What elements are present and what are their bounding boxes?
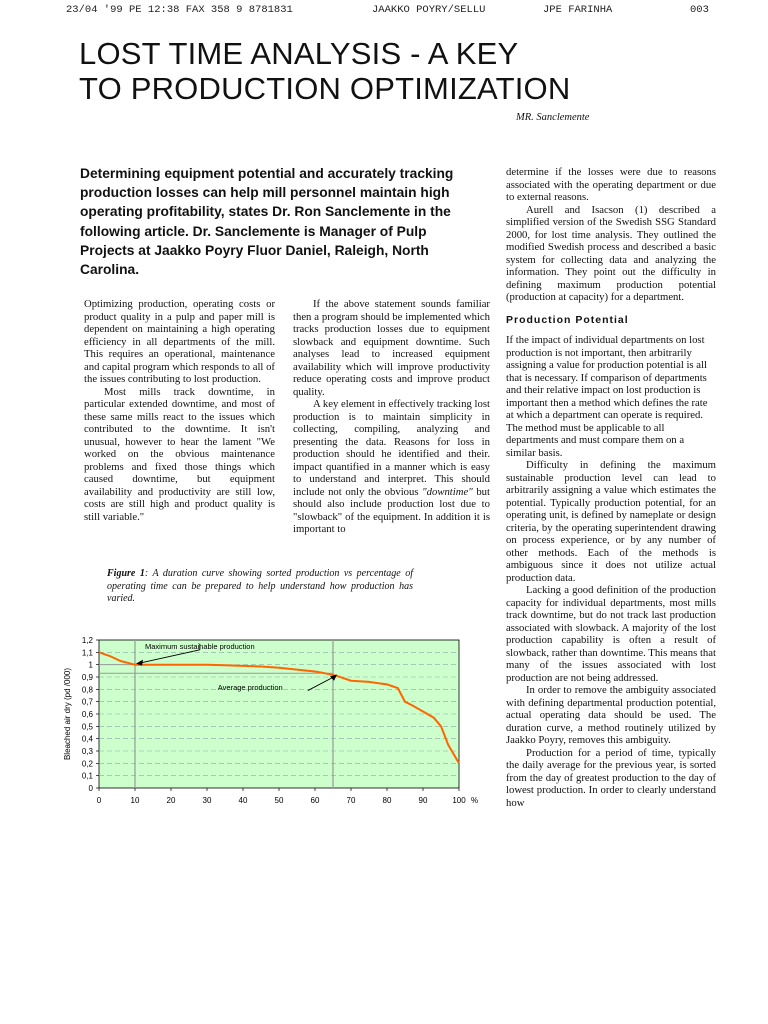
col3-paragraph-6: In order to remove the ambiguity associated with defining departmental production potential, actual operating data should be used. The duration curve, a method routinely utilized by Jaakko Poyry, removes this ambiguity. xyxy=(506,684,716,746)
figure-label: Figure 1 xyxy=(107,568,145,579)
x-tick-label: 20 xyxy=(166,796,176,805)
y-tick-label: 0,9 xyxy=(81,673,93,682)
col2-paragraph-2-text-a: A key element in effectively tracking lost production is to maintain simplicity in collecting, compiling, analyzing and presenting the data. Reasons for loss in production should he identified and their. impact quantified in a manner which is easy to understand and interpret. This should include not only the obvious xyxy=(293,398,490,498)
col3-paragraph-1: determine if the losses were due to reasons associated with the operating department or due to external reasons. xyxy=(506,166,716,203)
y-tick-label: 0 xyxy=(88,784,93,793)
x-tick-label: 60 xyxy=(310,796,320,805)
x-tick-label: 80 xyxy=(382,796,392,805)
y-tick-label: 1 xyxy=(88,660,93,670)
x-tick-label: 30 xyxy=(202,796,212,805)
lead-paragraph: Determining equipment potential and accurately tracking production losses can help mill personnel maintain high operating profitability, states Dr. Ron Sanclemente in the following article. Dr. Sanclemente is Manager of Pulp Projects at Jaakko Poyry Fluor Daniel, Raleigh, North Carolina. xyxy=(80,166,454,278)
fax-page-number: 003 xyxy=(690,4,709,16)
downtime-emphasis: "downtime" xyxy=(422,485,473,498)
col2-paragraph-1: If the above statement sounds familiar then a program should be implemented which tracks production losses due to equipment slowback and equipment downtime. Such analyses lead to increased equipment availability which will improve productivity reduce operating costs and improve product quality. xyxy=(293,298,490,398)
y-axis-label: Bleached air dry (pd /000) xyxy=(63,667,72,761)
duration-curve-chart xyxy=(56,634,486,814)
author-byline: MR. Sanclemente xyxy=(516,112,590,123)
section-heading-production-potential: Production Potential xyxy=(506,313,629,326)
title-line-2: TO PRODUCTION OPTIMIZATION xyxy=(79,71,571,106)
y-tick-label: 0,6 xyxy=(81,710,93,719)
col3-paragraph-5: Lacking a good definition of the production capacity for individual departments, most mills track downtime, but do not track last production associated with slowback. A majority of the lost production capability is often a result of slowback, rather than downtime. This means that many of the issues associated with lost production are not being addressed. xyxy=(506,584,716,684)
title-line-1: LOST TIME ANALYSIS - A KEY xyxy=(79,36,519,71)
body-column-1 xyxy=(84,298,275,523)
x-tick-label: 40 xyxy=(238,796,248,805)
col3-paragraph-7: Production for a period of time, typically the daily average for the previous year, is sorted from the day of greatest production to the day of lowest production. In order to clearly understand how xyxy=(506,746,716,809)
x-tick-label: 0 xyxy=(96,796,102,805)
y-tick-label: 1,1 xyxy=(81,648,93,658)
col2-paragraph-2-text-b: but should also include production lost due to "slowback" of the equipment. In addition it is important to xyxy=(293,485,490,535)
y-tick-label: 0,3 xyxy=(81,747,93,756)
annotation-max-sustainable: Maximum sustainable production xyxy=(145,642,255,652)
article-title xyxy=(79,36,719,106)
col3-paragraph-4: Difficulty in defining the maximum sustainable production level can lead to arbitrarily assigning a value which estimates the potential. Typically production potential, for an operating unit, is defined by nameplate or design criteria, by the operating superintendent drawing on process experience, or by any number of other methods. Each of the methods is ambiguous since it does not utilize actual production data. xyxy=(506,459,716,584)
y-tick-label: 0,1 xyxy=(81,771,93,781)
y-tick-label: 1,2 xyxy=(81,636,93,645)
y-tick-label: 0,5 xyxy=(81,722,93,732)
x-tick-label: 90 xyxy=(418,796,428,805)
figure-caption-text: : A duration curve showing sorted production vs percentage of operating time can be prepared to help understand how production has varied. xyxy=(107,568,414,604)
y-tick-label: 0,4 xyxy=(81,734,93,744)
y-tick-label: 0,8 xyxy=(81,685,93,695)
x-axis-label: % xyxy=(471,796,479,805)
x-tick-label: 70 xyxy=(346,796,356,805)
fax-sender: JAAKKO POYRY/SELLU xyxy=(372,4,486,16)
col1-paragraph-2: Most mills track downtime, in particular extended downtime, and most of these same mills react to the issues which contributed to the downtime. It isn't unusual, however to hear the lament "We worked on the obvious maintenance problems and fixed those things which caused downtime, but equipment availability and productivity are still low, costs are still high and product quality is still variable." xyxy=(84,385,275,523)
x-tick-label: 10 xyxy=(130,796,140,805)
x-tick-label: 50 xyxy=(274,796,284,805)
body-column-3 xyxy=(506,166,716,809)
fax-date-time: 23/04 '99 PE 12:38 FAX 358 9 8781831 xyxy=(66,4,293,16)
fax-header xyxy=(0,4,768,18)
col3-paragraph-3: If the impact of individual departments on lost production is not important, then arbitrarily assigning a value for production potential is all that is necessary. If comparison of departments and their relative impact on lost production is important then a method which defines the rate at which a department can operate is required. The method must be applicable to all departments and must compare them on a similar basis. xyxy=(506,334,708,459)
col3-paragraph-2: Aurell and Isacson (1) described a simplified version of the Swedish SSG Standard 2000, for lost time analysis. They outlined the modified Swedish process and described a basic system for collecting data and analyzing the information. They point out the difficulty in defining maximum production potential (production at capacity) for a department. xyxy=(506,203,716,303)
body-column-2 xyxy=(293,298,490,536)
annotation-average: Average production xyxy=(217,682,283,692)
y-tick-label: 0,2 xyxy=(81,759,93,769)
x-tick-label: 100 xyxy=(452,796,466,805)
y-tick-label: 0,7 xyxy=(81,697,93,707)
figure-caption xyxy=(107,568,413,606)
fax-recipient: JPE FARINHA xyxy=(543,4,613,16)
col2-paragraph-2 xyxy=(293,398,490,536)
col1-paragraph-1: Optimizing production, operating costs or product quality in a pulp and paper mill is dependent on maintaining a high operating efficiency in all departments of the mill. This requires an operational, maintenance and capital program which responds to all of the issues contributing to lost production. xyxy=(84,298,275,385)
